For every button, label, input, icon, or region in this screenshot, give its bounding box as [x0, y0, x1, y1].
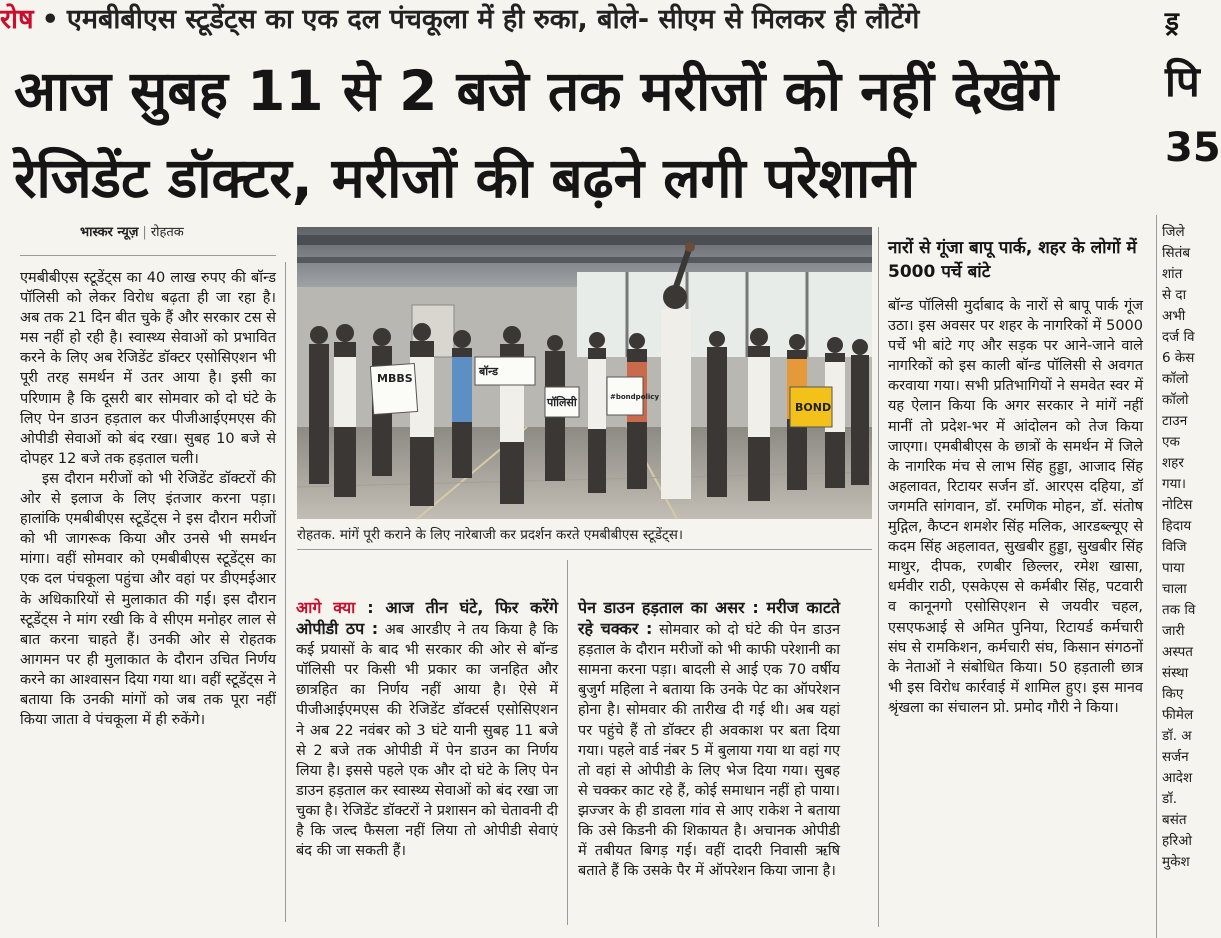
- edge-line: अस्पत: [1162, 644, 1193, 660]
- edge-line: तक वि: [1162, 602, 1196, 618]
- article-column-2: [296, 598, 558, 861]
- edge-line: नोटिस: [1162, 497, 1193, 513]
- edge-line: 6 केस: [1162, 350, 1195, 366]
- edge-line: फीमेल: [1162, 707, 1194, 723]
- column-2-subhead-red: आगे क्या: [296, 598, 356, 617]
- edge-line: जारी: [1162, 623, 1185, 639]
- strap-line: [0, 0, 1155, 40]
- edge-line: डॉ.: [1162, 791, 1178, 807]
- edge-line: दर्ज वि: [1162, 329, 1195, 345]
- article-paragraph: एमबीबीएस स्टूडेंट्स का 40 लाख रुपए की बॉन्ड पॉलिसी को लेकर विरोध बढ़ता ही जा रहा है। अब तक 21 दिन बीत चुके हैं और सरकार टस से मस नहीं हो रही है। स्वास्थ्य सेवाओं को प्रभावित करने के लिए अब रेजिडेंट डॉक्टर एसोसिएशन भी पूरी तरह समर्थन में उतर आया है। इसी का परिणाम है कि दूसरी बार सोमवार को दो घंटे के लिए पेन डाउन हड़ताल कर पीजीआईएमएस की ओपीडी सेवाओं को बंद रखा। सुबह 10 बजे से दोपहर 12 बजे तक हड़ताल चली।: [20, 270, 276, 467]
- sign-text: पॉलिसी: [547, 396, 577, 409]
- sign-text: #bondpolicy: [610, 393, 660, 401]
- article-column-1: [20, 268, 276, 730]
- headline-line-2: रेजिडेंट डॉक्टर, मरीजों की बढ़ने लगी परेशानी: [14, 146, 916, 210]
- edge-line: अभी: [1162, 308, 1186, 324]
- edge-line: शांत: [1162, 266, 1183, 282]
- article-column-4: [888, 296, 1143, 718]
- edge-line: एक: [1162, 434, 1180, 450]
- column-rule: [567, 560, 568, 925]
- sign-text: BOND: [795, 401, 832, 414]
- column-4-subhead: नारों से गूंजा बापू पार्क, शहर के लोगों में 5000 पर्चे बांटे: [888, 238, 1137, 282]
- edge-top-3: 35: [1165, 125, 1221, 171]
- edge-line: कॉलो: [1162, 392, 1189, 408]
- sign-text: बॉन्ड: [479, 365, 498, 378]
- sign-text: MBBS: [377, 372, 413, 385]
- strap-bullet: •: [41, 4, 59, 35]
- right-column-rule: [1156, 215, 1157, 938]
- edge-line: किए: [1162, 686, 1184, 702]
- edge-line: बसंत: [1162, 812, 1187, 828]
- edge-line: जिले: [1162, 224, 1185, 240]
- edge-line: से दा: [1162, 287, 1187, 303]
- column-2-body: अब आरडीए ने तय किया है कि कई प्रयासों के बाद भी सरकार की ओर से बॉन्ड पॉलिसी पर किसी भी प्रकार का जनहित और छात्रहित का निर्णय नहीं आया है। ऐसे में पीजीआईएमएस की रेजिडेंट डॉक्टर्स एसोसिएशन ने अब 22 नवंबर को 3 घंटे यानी सुबह 11 बजे से 2 बजे तक ओपीडी में पेन डाउन का निर्णय लिया है। इससे पहले एक और दो घंटे के लिए पेन डाउन हड़ताल कर स्वास्थ्य सेवाओं को बंद रखा जा चुका है। रेजिडेंट डॉक्टरों ने प्रशासन को चेतावनी दी है कि जल्द फैसला नहीं लिया तो ओपीडी सेवाएं बंद की जा सकती हैं।: [296, 622, 559, 860]
- edge-column-text: [1162, 222, 1200, 873]
- edge-line: सितंब: [1162, 245, 1191, 261]
- edge-line: टाउन: [1162, 413, 1188, 429]
- byline: [80, 222, 184, 240]
- article-paragraph: इस दौरान मरीजों को भी रेजिडेंट डॉक्टरों की ओर से इलाज के लिए इंतजार करना पड़ा। हालांकि एमबीबीएस स्टूडेंट्स ने इस दौरान मरीजों को भी जागरूक किया और उनसे भी समर्थन मांगा। वहीं सोमवार को एमबीबीएस स्टूडेंट्स का एक दल पंचकूला पहुंचा और वहां पर डीएमईआर के अधिकारियों से मुलाकात की गई। इस दौरान स्टूडेंट्स ने मांग रखी कि वे सीएम मनोहर लाल से बात करना चाहते हैं। उनकी ओर से रोहतक आगमन पर ही मुलाकात के दौरान उचित निर्णय करने का आश्वासन दिया गया था। वहीं स्टूडेंट्स ने बताया कि उनकी मांगों को जब तक पूरा नहीं किया जाता वे पंचकूला में ही रुकेंगे।: [20, 470, 276, 729]
- headline-line-1: आज सुबह 11 से 2 बजे तक मरीजों को नहीं देखेंगे: [14, 59, 1059, 123]
- edge-line: सर्जन: [1162, 749, 1189, 765]
- photo-caption: रोहतक. मांगें पूरी कराने के लिए नारेबाजी कर प्रदर्शन करते एमबीबीएस स्टूडेंट्स।: [297, 527, 684, 543]
- column-3-body: सोमवार को दो घंटे की पेन डाउन हड़ताल के दौरान मरीजों को भी काफी परेशानी का सामना करना पड़ा। बादली से आई एक 70 वर्षीय बुजुर्ग महिला ने बताया कि उनके पेट का ऑपरेशन होना है। सोमवार की तारीख दी गई थी। अब यहां पर पहुंचे हैं तो डॉक्टर ही अवकाश पर बता दिया गया। पहले वार्ड नंबर 5 में बुलाया गया था वहां गए तो वहां से ओपीडी के लिए भेज दिया गया। सुबह से चक्कर काट रहे हैं, कोई समाधान नहीं हो पाया। झज्जर के ही डावला गांव से आए राकेश ने बताया कि उसे किडनी की शिकायत है। अचानक ओपीडी में तबीयत बिगड़ गई। वहीं दादरी निवासी ऋषि बताते हैं कि उसके पैर में ऑपरेशन किया जाना है।: [578, 622, 840, 880]
- edge-line: शहर: [1162, 455, 1184, 471]
- byline-rule: [20, 255, 276, 256]
- column-2-subhead-text: : आज तीन घंटे, फिर करेंगे ओपीडी ठप :: [296, 598, 558, 639]
- edge-line: आदेश: [1162, 770, 1193, 786]
- edge-line: कॉलो: [1162, 371, 1189, 387]
- article-column-3: [578, 598, 840, 881]
- column-rule: [878, 227, 879, 927]
- edge-line: पाया: [1162, 560, 1185, 576]
- byline-separator: |: [142, 225, 147, 240]
- edge-top-2: पि: [1165, 57, 1200, 106]
- edge-line: विजि: [1162, 539, 1187, 555]
- column-rule: [285, 262, 286, 922]
- edge-line: चाला: [1162, 581, 1187, 597]
- strap-text: एमबीबीएस स्टूडेंट्स का एक दल पंचकूला में ही रुका, बोले- सीएम से मिलकर ही लौटेंगे: [66, 4, 920, 35]
- column-4-body: बॉन्ड पॉलिसी मुर्दाबाद के नारों से बापू पार्क गूंज उठा। इस अवसर पर शहर के नागरिकों में 5000 पर्चे भी बांटे गए और सड़क पर आने-जाने वाले नागरिकों को इस काली बॉन्ड पॉलिसी से अवगत करवाया गया। सभी प्रतिभागियों ने समवेत स्वर में यह ऐलान किया कि अगर सरकार ने मांगें नहीं मानीं तो प्रदेश-भर में आंदोलन को तेज किया जाएगा। एमबीबीएस के छात्रों के समर्थन में जिले के नागरिक मंच से लाभ सिंह हुड्डा, आजाद सिंह अहलावत, रिटायर सर्जन डॉ. आरएस दहिया, डॉ जगमति सांगवान, डॉ. रमणिक मोहन, डॉ. संतोष मुद्गिल, कैप्टन शमशेर सिंह मलिक, आरडब्ल्यूए से कदम सिंह अहलावत, सुखबीर हुड्डा, सुखबीर सिंह माथुर, दीपक, रणबीर छिल्लर, रमेश खासा, धर्मवीर राठी, एसकेएस से कर्मबीर सिंह, पटवारी व कानूनगो एसोसिएशन से जयवीर चहल, एसएफआई से अमित पुनिया, रिटायर्ड कर्मचारी संघ से रामकिशन, कर्मचारी संघ, किसान संगठनों के नेताओं ने संबोधित किया। 50 हड़ताली छात्र भी इस विरोध कार्रवाई में शामिल हुए। इस मानव श्रृंखला का संचालन प्रो. प्रमोद गौरी ने किया।: [888, 298, 1143, 716]
- edge-line: हरिओ: [1162, 833, 1192, 849]
- edge-line: डॉ. अ: [1162, 728, 1192, 744]
- protest-photo: [297, 227, 872, 519]
- byline-source: भास्कर न्यूज़: [80, 225, 139, 240]
- protest-photo-illustration: [297, 227, 872, 519]
- caption-rule: [297, 549, 872, 550]
- column-3-subhead: पेन डाउन हड़ताल का असर : मरीज काटते रहे चक्कर :: [578, 598, 840, 639]
- edge-line: संस्था: [1162, 665, 1189, 681]
- strap-tag: रोष: [0, 4, 34, 35]
- edge-line: हिदाय: [1162, 518, 1192, 534]
- edge-top-1: ड्र: [1165, 7, 1179, 37]
- byline-city: रोहतक: [150, 225, 184, 240]
- edge-line: गया।: [1162, 476, 1187, 492]
- edge-line: मुकेश: [1162, 854, 1190, 870]
